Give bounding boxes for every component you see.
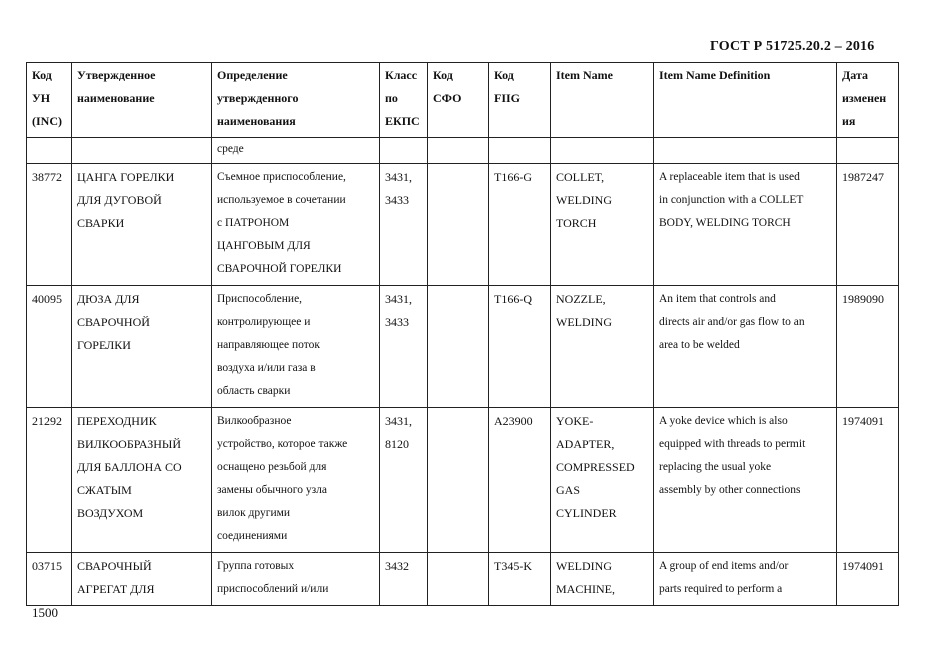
cell-code: 03715 xyxy=(27,553,72,606)
cell-item-name: WELDING MACHINE, xyxy=(551,553,654,606)
cell-item-definition: An item that controls and directs air and/or gas flow to an area to be welded xyxy=(654,286,837,408)
table-row-continuation xyxy=(27,138,899,164)
cell-definition: Вилкообразное устройство, которое также оснащено резьбой для замены обычного узла вилок другими соединениями xyxy=(212,408,380,553)
cell-name: ДЮЗА ДЛЯ СВАРОЧНОЙ ГОРЕЛКИ xyxy=(72,286,212,408)
cell-name: ПЕРЕХОДНИК ВИЛКООБРАЗНЫЙ ДЛЯ БАЛЛОНА СО СЖАТЫМ ВОЗДУХОМ xyxy=(72,408,212,553)
cell-name: СВАРОЧНЫЙ АГРЕГАТ ДЛЯ xyxy=(72,553,212,606)
header-code-un: Код УН (INC) xyxy=(27,63,72,138)
cell-sfo xyxy=(428,286,489,408)
header-item-name-definition: Item Name Definition xyxy=(654,63,837,138)
header-change-date: Дата изменен ия xyxy=(837,63,899,138)
cell-item-definition: A yoke device which is also equipped with threads to permit replacing the usual yoke assembly by other connections xyxy=(654,408,837,553)
table-row xyxy=(27,408,899,553)
cell-sfo xyxy=(428,408,489,553)
cell-fiig: T345-K xyxy=(489,553,551,606)
cell-class: 3432 xyxy=(380,553,428,606)
header-approved-name: Утвержденное наименование xyxy=(72,63,212,138)
cell-date: 1987247 xyxy=(837,164,899,286)
table-header-row xyxy=(27,63,899,138)
cell-sfo xyxy=(428,553,489,606)
cell-class: 3431, 8120 xyxy=(380,408,428,553)
table-row xyxy=(27,553,899,606)
cell-sfo xyxy=(428,164,489,286)
cell-item-definition: A group of end items and/or parts required to perform a xyxy=(654,553,837,606)
page-number: 1500 xyxy=(32,605,58,620)
cell-item-name: NOZZLE, WELDING xyxy=(551,286,654,408)
cell-item-name: YOKE- ADAPTER, COMPRESSED GAS CYLINDER xyxy=(551,408,654,553)
cell-definition: Приспособление, контролирующее и направляющее поток воздуха и/или газа в область сварки xyxy=(212,286,380,408)
cell-item-definition: A replaceable item that is used in conjunction with a COLLET BODY, WELDING TORCH xyxy=(654,164,837,286)
cell-code: 38772 xyxy=(27,164,72,286)
cell-fiig: T166-G xyxy=(489,164,551,286)
cell-code: 40095 xyxy=(27,286,72,408)
document-title: ГОСТ Р 51725.20.2 – 2016 xyxy=(710,39,875,54)
table-row xyxy=(27,164,899,286)
header-item-name: Item Name xyxy=(551,63,654,138)
header-definition: Определение утвержденного наименования xyxy=(212,63,380,138)
cell-fiig: A23900 xyxy=(489,408,551,553)
header-fiig-code: Код FIIG xyxy=(489,63,551,138)
cell-code: 21292 xyxy=(27,408,72,553)
continuation-definition: среде xyxy=(212,138,380,164)
cell-definition: Съемное приспособление, используемое в сочетании с ПАТРОНОМ ЦАНГОВЫМ ДЛЯ СВАРОЧНОЙ ГОРЕЛКИ xyxy=(212,164,380,286)
header-class: Класс по ЕКПС xyxy=(380,63,428,138)
cell-date: 1974091 xyxy=(837,408,899,553)
cell-name: ЦАНГА ГОРЕЛКИ ДЛЯ ДУГОВОЙ СВАРКИ xyxy=(72,164,212,286)
header-sfo-code: Код СФО xyxy=(428,63,489,138)
nomenclature-table xyxy=(26,62,899,606)
cell-date: 1989090 xyxy=(837,286,899,408)
cell-class: 3431, 3433 xyxy=(380,164,428,286)
cell-class: 3431, 3433 xyxy=(380,286,428,408)
cell-item-name: COLLET, WELDING TORCH xyxy=(551,164,654,286)
table-row xyxy=(27,286,899,408)
cell-date: 1974091 xyxy=(837,553,899,606)
cell-fiig: T166-Q xyxy=(489,286,551,408)
cell-definition: Группа готовых приспособлений и/или xyxy=(212,553,380,606)
